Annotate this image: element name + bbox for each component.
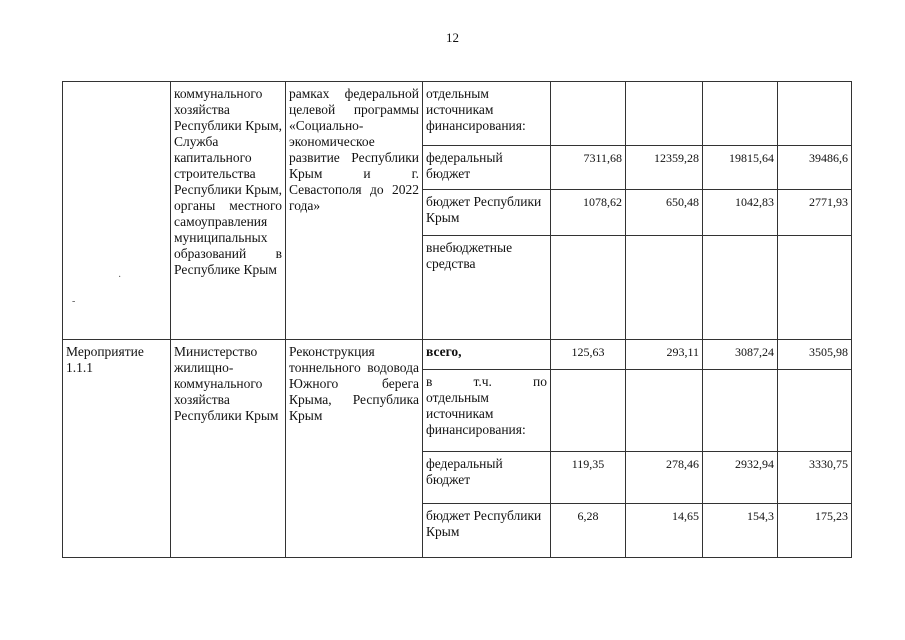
- value-cell: 3087,24: [703, 340, 778, 370]
- value-cell: 1078,62: [551, 190, 626, 236]
- value-cell: 278,46: [626, 452, 703, 504]
- value-cell: [778, 370, 852, 452]
- source-text: отдельным источникам финансирования:: [426, 390, 526, 437]
- source-cell: [423, 370, 551, 452]
- value-cell: 293,11: [626, 340, 703, 370]
- value-cell: [551, 370, 626, 452]
- value-cell: 19815,64: [703, 146, 778, 190]
- value-cell: [778, 82, 852, 146]
- funding-table: [62, 81, 852, 558]
- measure-cell: [63, 82, 171, 340]
- value-cell: 2932,94: [703, 452, 778, 504]
- value-cell: 7311,68: [551, 146, 626, 190]
- source-cell: бюджет Республики Крым: [423, 504, 551, 558]
- value-cell: 1042,83: [703, 190, 778, 236]
- value-cell: [703, 370, 778, 452]
- executor-cell: Министерство жилищно-коммунального хозяйства Республики Крым: [171, 340, 286, 558]
- value-cell: [703, 236, 778, 340]
- table-row: [63, 82, 852, 146]
- value-cell: 125,63: [551, 340, 626, 370]
- value-cell: 154,3: [703, 504, 778, 558]
- source-cell-total: всего,: [423, 340, 551, 370]
- source-cell: внебюджетные средства: [423, 236, 551, 340]
- value-cell: [703, 82, 778, 146]
- source-prefix: в т.ч. по: [426, 374, 547, 389]
- program-cell: Реконструкция тоннельного водовода Южного берега Крыма, Республика Крым: [286, 340, 423, 558]
- value-cell: 6,28: [551, 504, 626, 558]
- value-cell: [626, 370, 703, 452]
- source-cell: федеральный бюджет: [423, 452, 551, 504]
- table-row: [63, 340, 852, 370]
- value-cell: 119,35: [551, 452, 626, 504]
- value-cell: 3505,98: [778, 340, 852, 370]
- scan-speck: -: [72, 296, 76, 307]
- value-cell: 12359,28: [626, 146, 703, 190]
- value-cell: 650,48: [626, 190, 703, 236]
- measure-cell: Мероприятие 1.1.1: [63, 340, 171, 558]
- source-cell: бюджет Республики Крым: [423, 190, 551, 236]
- scan-speck: ·: [118, 272, 122, 283]
- source-cell: отдельным источникам финансирования:: [423, 82, 551, 146]
- value-cell: [626, 236, 703, 340]
- executor-cell: коммунального хозяйства Республики Крым, Служба капитального строительства Республики Крым, органы местного самоуправления муниципальных образований в Республике Крым: [171, 82, 286, 340]
- value-cell: 14,65: [626, 504, 703, 558]
- value-cell: [626, 82, 703, 146]
- value-cell: 39486,6: [778, 146, 852, 190]
- value-cell: 2771,93: [778, 190, 852, 236]
- source-cell: федеральный бюджет: [423, 146, 551, 190]
- value-cell: 175,23: [778, 504, 852, 558]
- value-cell: [551, 236, 626, 340]
- program-cell: рамках федеральной целевой программы «Социально-экономическое развитие Республики Крым и г. Севастополя до 2022 года»: [286, 82, 423, 340]
- value-cell: [778, 236, 852, 340]
- value-cell: 3330,75: [778, 452, 852, 504]
- value-cell: [551, 82, 626, 146]
- page-number: 12: [446, 30, 459, 45]
